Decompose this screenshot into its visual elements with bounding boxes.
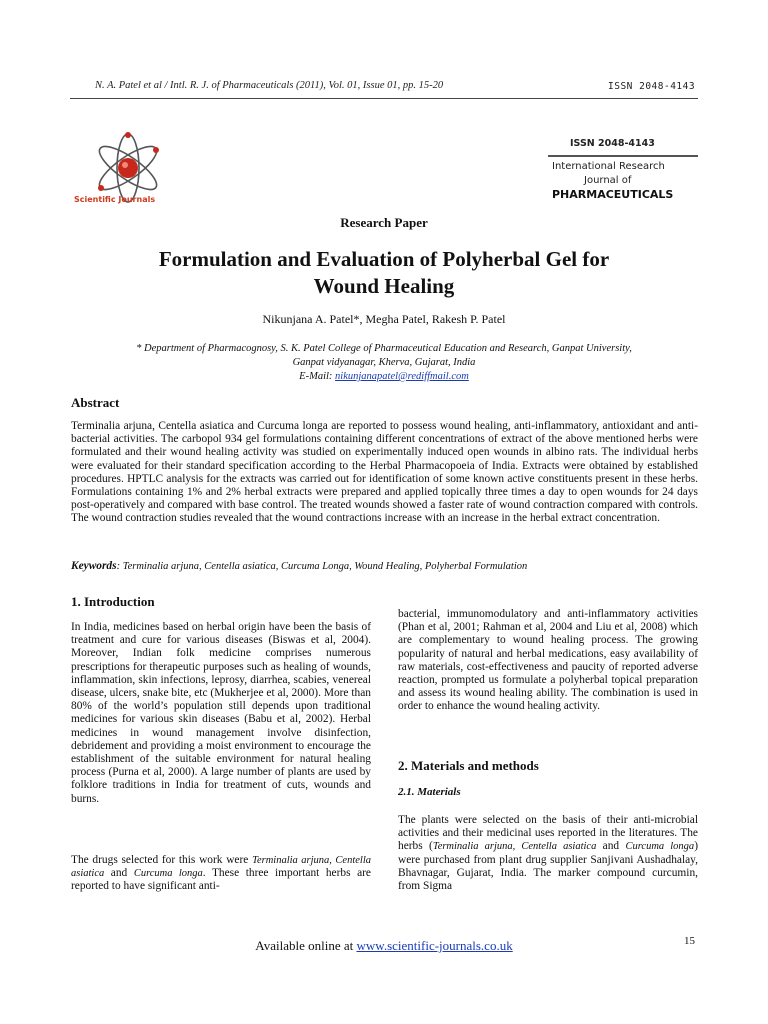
subsection-heading-materials: 2.1. Materials	[398, 786, 461, 798]
journal-name-line2: Journal of	[584, 175, 632, 186]
header-rule	[70, 98, 698, 99]
email-label: E-Mail:	[299, 371, 336, 382]
journal-name-line1: International Research	[552, 161, 665, 172]
email-line	[0, 370, 768, 384]
materials-herb-1: Terminalia arjuna, Centella asiatica	[432, 841, 597, 853]
journal-name-line3: PHARMACEUTICALS	[552, 188, 674, 201]
introduction-paragraph-1: In India, medicines based on herbal origin have been the basis of treatment and cure for various diseases (Biswas et al, 2004). Moreover, Indian folk medicine comprises numerous prescriptions for therapeutic purposes such as healing of wounds, inflammation, skin infections, leprosy, diarrhea, scabies, venereal disease, ulcers, snake bite, etc (Mukherjee et al, 2000). More than 80% of the world’s population still depends upon traditional medicines for various skin diseases (Babu et al, 2002). Herbal medicines in wound management involve disinfection, debridement and providing a moist environment to encourage the establishment of the suitable environment for natural healing process (Purna et al, 2000). A large number of plants are used by folklore traditions in India for treatment of cuts, wounds and burns.	[71, 621, 371, 805]
author-list: Nikunjana A. Patel*, Megha Patel, Rakesh P. Patel	[262, 312, 506, 326]
running-header	[95, 80, 443, 91]
section-heading-materials-methods: 2. Materials and methods	[398, 758, 539, 773]
intro-p2-text-c: . These three important herbs are reported to have significant anti-	[71, 867, 371, 893]
keywords-label: Keywords	[71, 560, 117, 572]
header-issn: ISSN 2048-4143	[608, 81, 696, 92]
intro-p2-herb-2: Curcuma longa	[133, 868, 203, 880]
materials-paragraph	[398, 814, 698, 893]
intro-p2-text-b: and	[104, 867, 134, 880]
paper-title	[0, 246, 768, 300]
abstract-heading: Abstract	[71, 395, 120, 410]
email-link[interactable]: nikunjanapatel@rediffmail.com	[335, 371, 469, 382]
materials-text-c: ) were purchased from plant drug supplier Sanjivani Aushadhalay, Bhavnagar, Gujarat, India. The marker compound curcumin, from Sigma	[398, 840, 698, 893]
paper-type: Research Paper	[340, 215, 428, 230]
materials-herb-2: Curcuma longa	[625, 841, 695, 853]
section-heading-introduction: 1. Introduction	[71, 594, 155, 609]
footer-prefix: Available online at	[255, 938, 357, 953]
materials-text-b: and	[596, 840, 626, 853]
header-authors: N. A. Patel et al	[95, 80, 162, 91]
footer-website-link[interactable]: www.scientific-journals.co.uk	[356, 938, 513, 953]
affiliation	[0, 342, 768, 384]
title-line-1: Formulation and Evaluation of Polyherbal Gel for	[158, 247, 610, 271]
title-line-2: Wound Healing	[313, 274, 455, 298]
journal-issn: ISSN 2048-4143	[570, 138, 655, 149]
journal-banner	[536, 128, 698, 212]
affiliation-line-1: * Department of Pharmacognosy, S. K. Patel College of Pharmaceutical Education and Research, Ganpat University,	[136, 343, 632, 354]
header-citation: / Intl. R. J. of Pharmaceuticals (2011), Vol. 01, Issue 01, pp. 15-20	[164, 80, 444, 91]
intro-p2-herb-1: Terminalia arjuna, Centella asiatica	[71, 855, 371, 880]
intro-p2-text-a: The drugs selected for this work were	[71, 854, 253, 866]
page-number: 15	[684, 935, 695, 947]
affiliation-line-2: Ganpat vidyanagar, Kherva, Gujarat, India	[292, 357, 476, 368]
keywords	[71, 560, 711, 572]
logo-text: Scientific Journals	[74, 195, 156, 204]
abstract-text: Terminalia arjuna, Centella asiatica and Curcuma longa are reported to possess wound healing, anti-inflammatory, antioxidant and anti-bacterial activities. The carbopol 934 gel formulations containing different concentrations of extract of the above mentioned herbs were formulated and their wound healing activity was studied on experimentally induced open wounds in albino rats. The individual herbs were evaluated for their standard specification according to the Herbal Pharmacopoeia of India. Extracts were obtained by established procedures. HPTLC analysis for the extracts was carried out for identification of some known active constituents present in these herbs. Formulations containing 1% and 2% herbal extracts were prepared and applied topically three times a day to open wounds for 24 days post-operatively and compared with base control. The treated wounds showed a faster rate of wound contraction compared with controls. The wound contraction studies revealed that the wound contractions increase with an increase in the herbal extract concentration.	[71, 420, 698, 525]
journal-rule	[548, 155, 698, 157]
introduction-paragraph-3: bacterial, immunomodulatory and anti-inflammatory activities (Phan et al, 2001; Rahman et al, 2004 and Liu et al, 2008) which are complementary to wound healing process. The growing popularity of natural and herbal medications, easy availability of raw materials, cost-effectiveness and paucity of reported adverse reaction, prompted us formulate a polyherbal topical preparation and assess its wound healing ability. The combination is used in order to enhance the wound healing activity.	[398, 608, 698, 713]
introduction-paragraph-2	[71, 854, 371, 894]
materials-text-a: The plants were selected on the basis of their anti-microbial activities and their medicinal uses reported in the literatures. The herbs (	[398, 814, 698, 853]
keywords-list: : Terminalia arjuna, Centella asiatica, Curcuma Longa, Wound Healing, Polyherbal Formulation	[116, 561, 528, 572]
footer	[0, 938, 768, 954]
